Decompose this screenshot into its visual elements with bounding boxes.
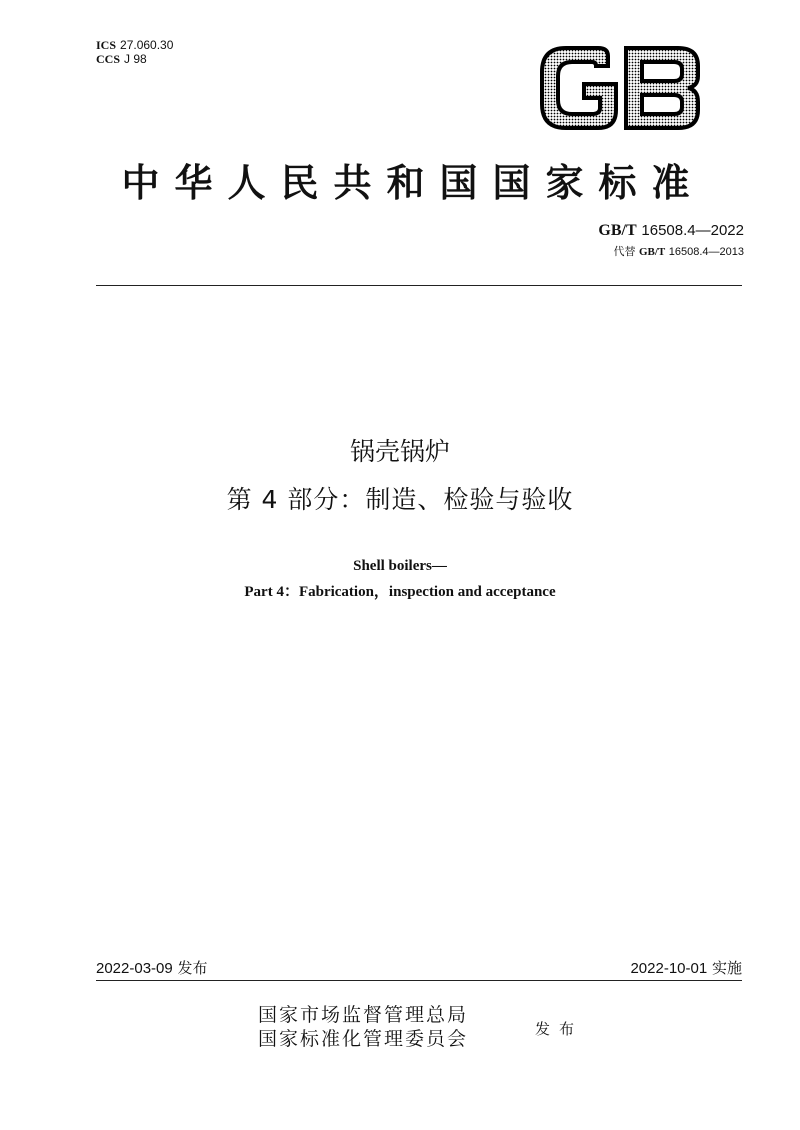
ics-value: 27.060.30	[120, 38, 174, 52]
issuer-samr: 国家市场监督管理总局	[258, 1004, 469, 1026]
title-english-part: Part 4：Fabrication，inspection and acceptance	[244, 584, 556, 600]
title-english-main: Shell boilers—	[353, 558, 447, 574]
issue-date-value: 2022-03-09	[96, 960, 173, 977]
ccs-code	[96, 52, 173, 66]
issue-action: 发布	[535, 1020, 584, 1038]
issue-date-label: 发布	[177, 959, 208, 977]
ccs-label: CCS	[96, 52, 121, 66]
ics-code	[96, 38, 173, 52]
title-chinese-part: 第 4 部分：制造、检验与验收	[226, 485, 574, 514]
standard-number	[598, 220, 744, 241]
classification-codes	[96, 38, 173, 66]
header-divider	[96, 285, 742, 286]
implementation-date	[630, 958, 742, 979]
title-chinese-main: 锅壳锅炉	[349, 437, 450, 466]
gb-logo	[538, 46, 702, 130]
replaced-standard	[598, 243, 744, 261]
standard-number-value: 16508.4—2022	[641, 222, 744, 239]
issuer-sac: 国家标准化管理委员会	[258, 1028, 469, 1050]
replace-label: 代替	[613, 245, 636, 258]
issue-date	[96, 958, 208, 979]
implementation-date-label: 实施	[711, 959, 742, 977]
standard-prefix: GB/T	[598, 222, 637, 239]
ics-label: ICS	[96, 38, 117, 52]
implementation-date-value: 2022-10-01	[630, 960, 708, 977]
replace-prefix: GB/T	[638, 246, 666, 258]
ccs-value: J 98	[124, 52, 147, 66]
replace-number: 16508.4—2013	[668, 246, 744, 258]
national-standard-heading: 中华人民共和国国家标准	[121, 160, 705, 205]
standard-number-block	[598, 220, 744, 261]
footer-divider	[96, 980, 742, 981]
issuing-authorities	[258, 1003, 468, 1051]
